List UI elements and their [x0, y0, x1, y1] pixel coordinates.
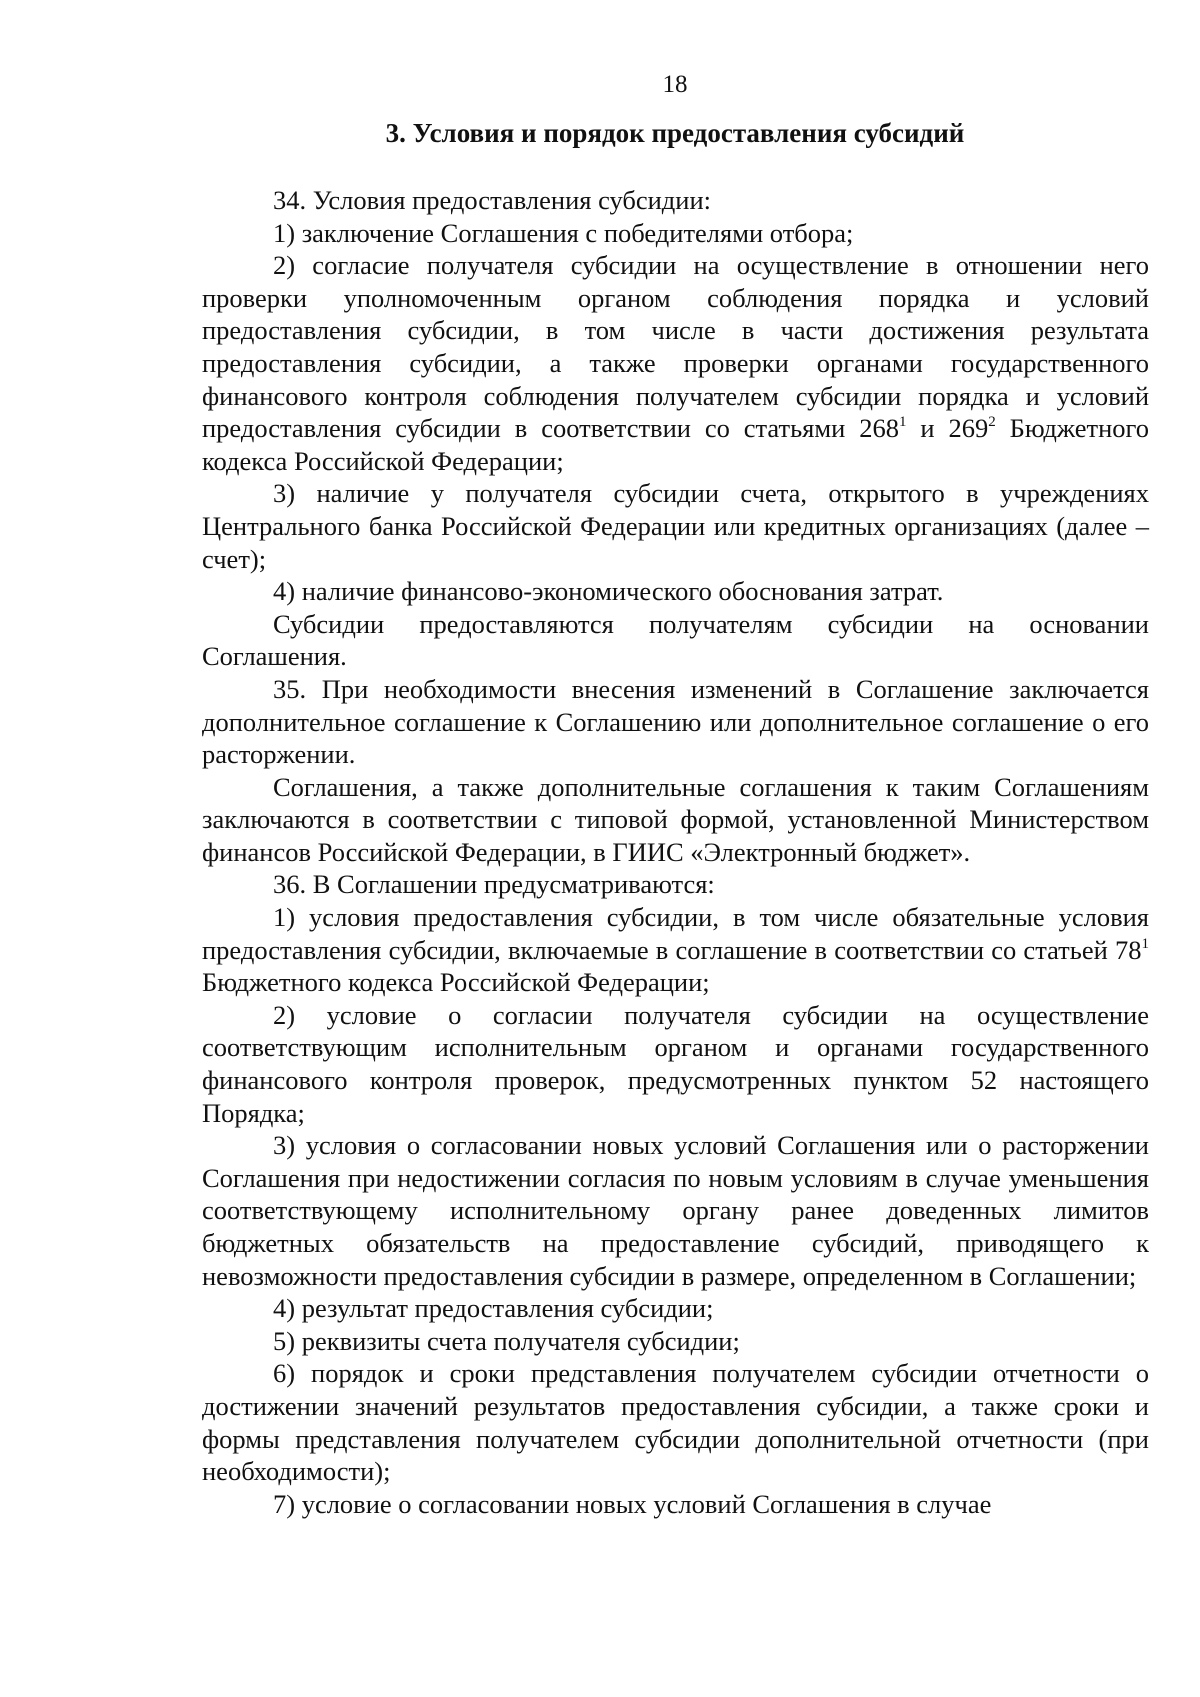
paragraph: 36. В Соглашении предусматриваются: — [273, 869, 715, 900]
paragraph: 4) наличие финансово-экономического обоснования затрат. — [273, 576, 944, 607]
paragraph: 3) наличие у получателя субсидии счета, открытого в учреждениях Центрального банка Российской Федерации или кредитных организациях (далее – счет); — [202, 478, 1149, 574]
superscript: 2 — [988, 414, 996, 431]
paragraph: 2) согласие получателя субсидии на осуществление в отношении него проверки уполномоченным органом соблюдения порядка и условий предоставления субсидии, в том числе в части достижения результата предоставления субсидии, а также проверки органами государственного финансового контроля соблюдения получателем субсидии порядка и условий предоставления субсидии в соответствии со статьями $268^1$ и $269^2$ Бюджетного кодекса Российской Федерации; — [202, 250, 1150, 476]
page-number: 18 — [662, 71, 688, 98]
paragraph: 7) условие о согласовании новых условий Соглашения в случае — [273, 1488, 992, 1519]
paragraph: 2) условие о согласии получателя субсидии на осуществление соответствующим исполнительным органом и органами государственного финансового контроля проверок, предусмотренных пунктом 52 настоящего Порядка; — [202, 999, 1149, 1128]
paragraph: 1) заключение Соглашения с победителями отбора; — [273, 217, 854, 248]
document-body — [202, 184, 1149, 1520]
paragraph: 5) реквизиты счета получателя субсидии; — [273, 1325, 740, 1356]
paragraph: 1) условия предоставления субсидии, в том числе обязательные условия предоставления субсидии, включаемые в соглашение в соответствии со статьей $78^1$ Бюджетного кодекса Российской Федерации; — [202, 902, 1149, 998]
paragraph: 35. При необходимости внесения изменений в Соглашение заключается дополнительное соглашение к Соглашению или дополнительное соглашение о его расторжении. — [202, 673, 1149, 770]
paragraph: Субсидии предоставляются получателям субсидии на основании Соглашения. — [202, 608, 1149, 672]
superscript: 1 — [1141, 935, 1149, 952]
paragraph: Соглашения, а также дополнительные соглашения к таким Соглашениям заключаются в соответствии с типовой формой, установленной Министерством финансов Российской Федерации, в ГИИС «Электронный бюджет». — [202, 771, 1149, 867]
superscript: 1 — [898, 414, 907, 431]
paragraph: 4) результат предоставления субсидии; — [273, 1293, 714, 1324]
paragraph: 3) условия о согласовании новых условий Соглашения или о расторжении Соглашения при недостижении согласия по новым условиям в случае уменьшения соответствующему исполнительному органу ранее доведенных лимитов бюджетных обязательств на предоставление субсидий, приводящего к невозможности предоставления субсидии в размере, определенном в Соглашении; — [202, 1130, 1149, 1291]
section-heading: 3. Условия и порядок предоставления субсидий — [385, 118, 965, 148]
paragraph: 6) порядок и сроки представления получателем субсидии отчетности о достижении значений результатов предоставления субсидии, а также сроки и формы представления получателем субсидии дополнительной отчетности (при необходимости); — [202, 1358, 1149, 1487]
paragraph: 34. Условия предоставления субсидии: — [273, 185, 712, 215]
